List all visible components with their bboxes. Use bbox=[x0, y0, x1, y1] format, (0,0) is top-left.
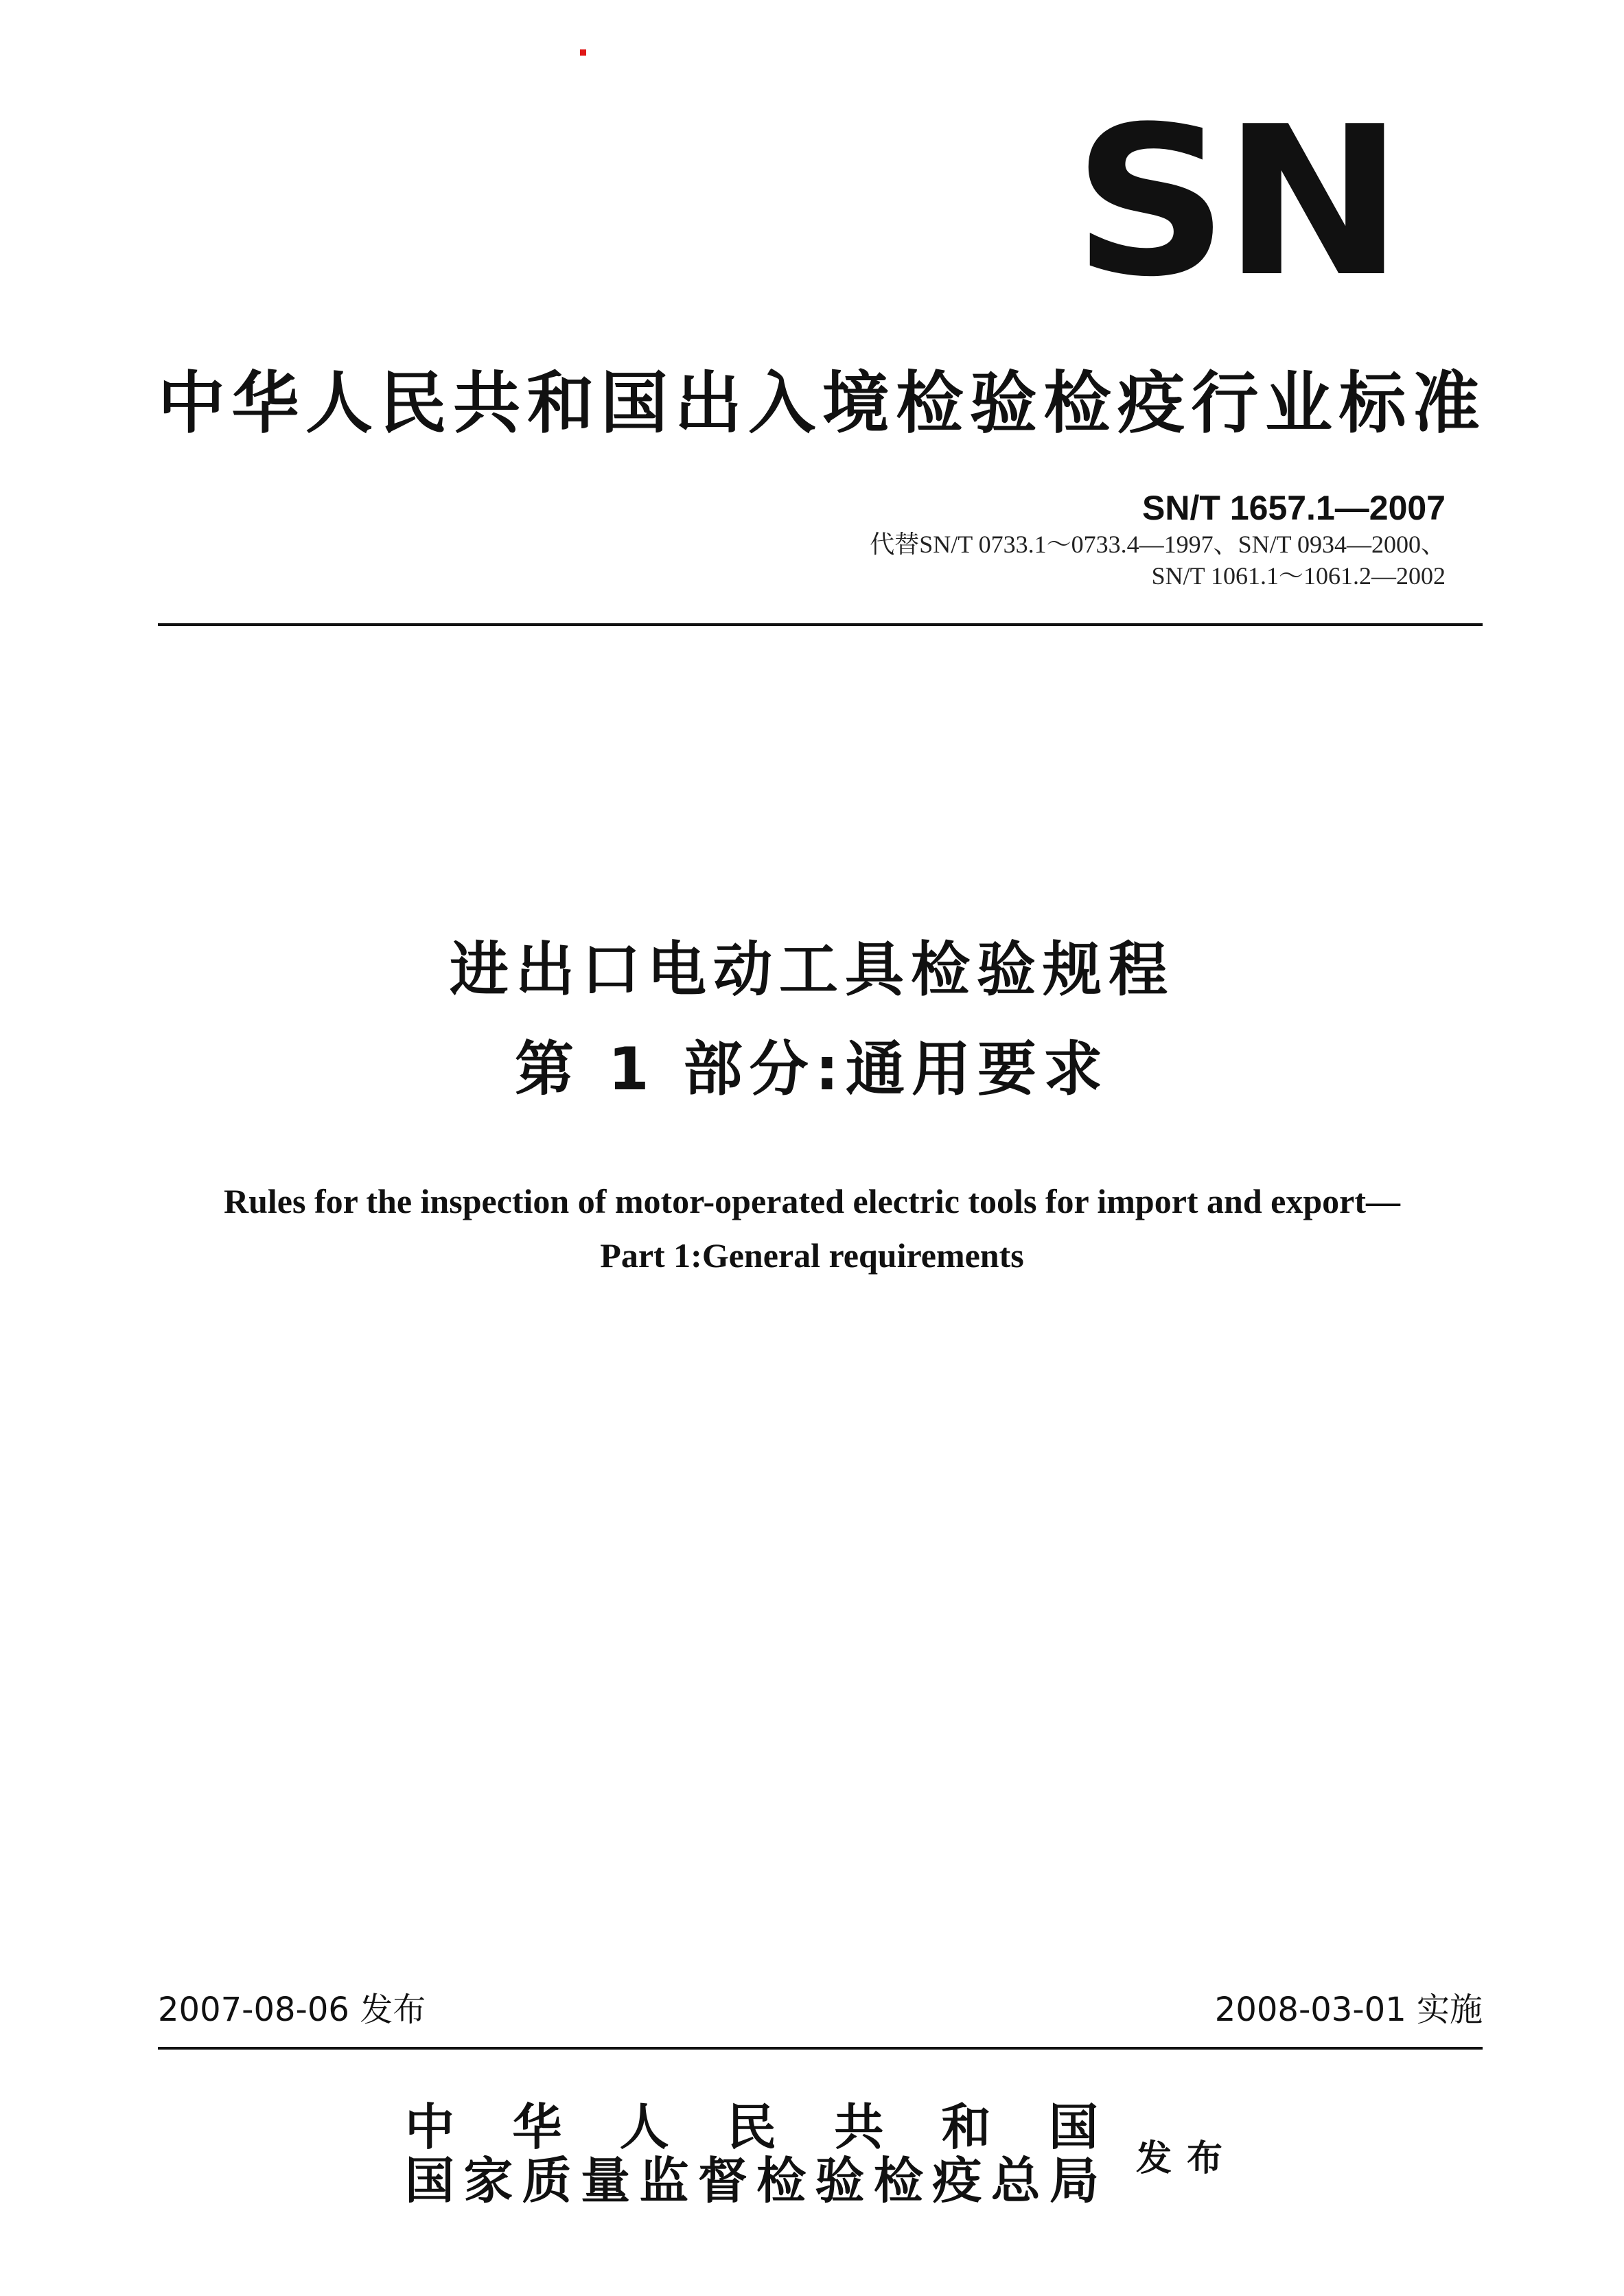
standard-number: SN/T 1657.1—2007 bbox=[1142, 489, 1446, 527]
sn-logo: SN bbox=[1073, 82, 1398, 322]
red-marker-dot bbox=[580, 49, 586, 56]
issuer-country: 中华人民共和国 bbox=[405, 2098, 1098, 2156]
top-divider bbox=[158, 623, 1483, 626]
publish-label: 发布 bbox=[1136, 2138, 1238, 2179]
bottom-divider bbox=[158, 2047, 1483, 2050]
implementation-date: 2008-03-01 实施 bbox=[1214, 1991, 1483, 2029]
issuer-agency: 国家质量监督检验检疫总局 bbox=[405, 2150, 1098, 2210]
standard-category-heading: 中华人民共和国出入境检验检疫行业标准 bbox=[158, 364, 1483, 443]
issuing-authority bbox=[405, 2098, 1098, 2210]
replaces-line-2: SN/T 1061.1～1061.2—2002 bbox=[1151, 562, 1446, 590]
standard-identifier-block bbox=[870, 489, 1446, 592]
replaces-line-1: 代替SN/T 0733.1～0733.4—1997、SN/T 0934—2000、 bbox=[870, 530, 1446, 558]
title-cn-main: 进出口电动工具检验规程 bbox=[450, 936, 1174, 1004]
title-en-part: Part 1:General requirements bbox=[600, 1236, 1024, 1275]
issue-date: 2007-08-06 发布 bbox=[158, 1991, 426, 2029]
title-cn-part: 第 1 部分:通用要求 bbox=[514, 1035, 1110, 1104]
title-en-main: Rules for the inspection of motor-operated electric tools for import and export— bbox=[223, 1182, 1400, 1220]
